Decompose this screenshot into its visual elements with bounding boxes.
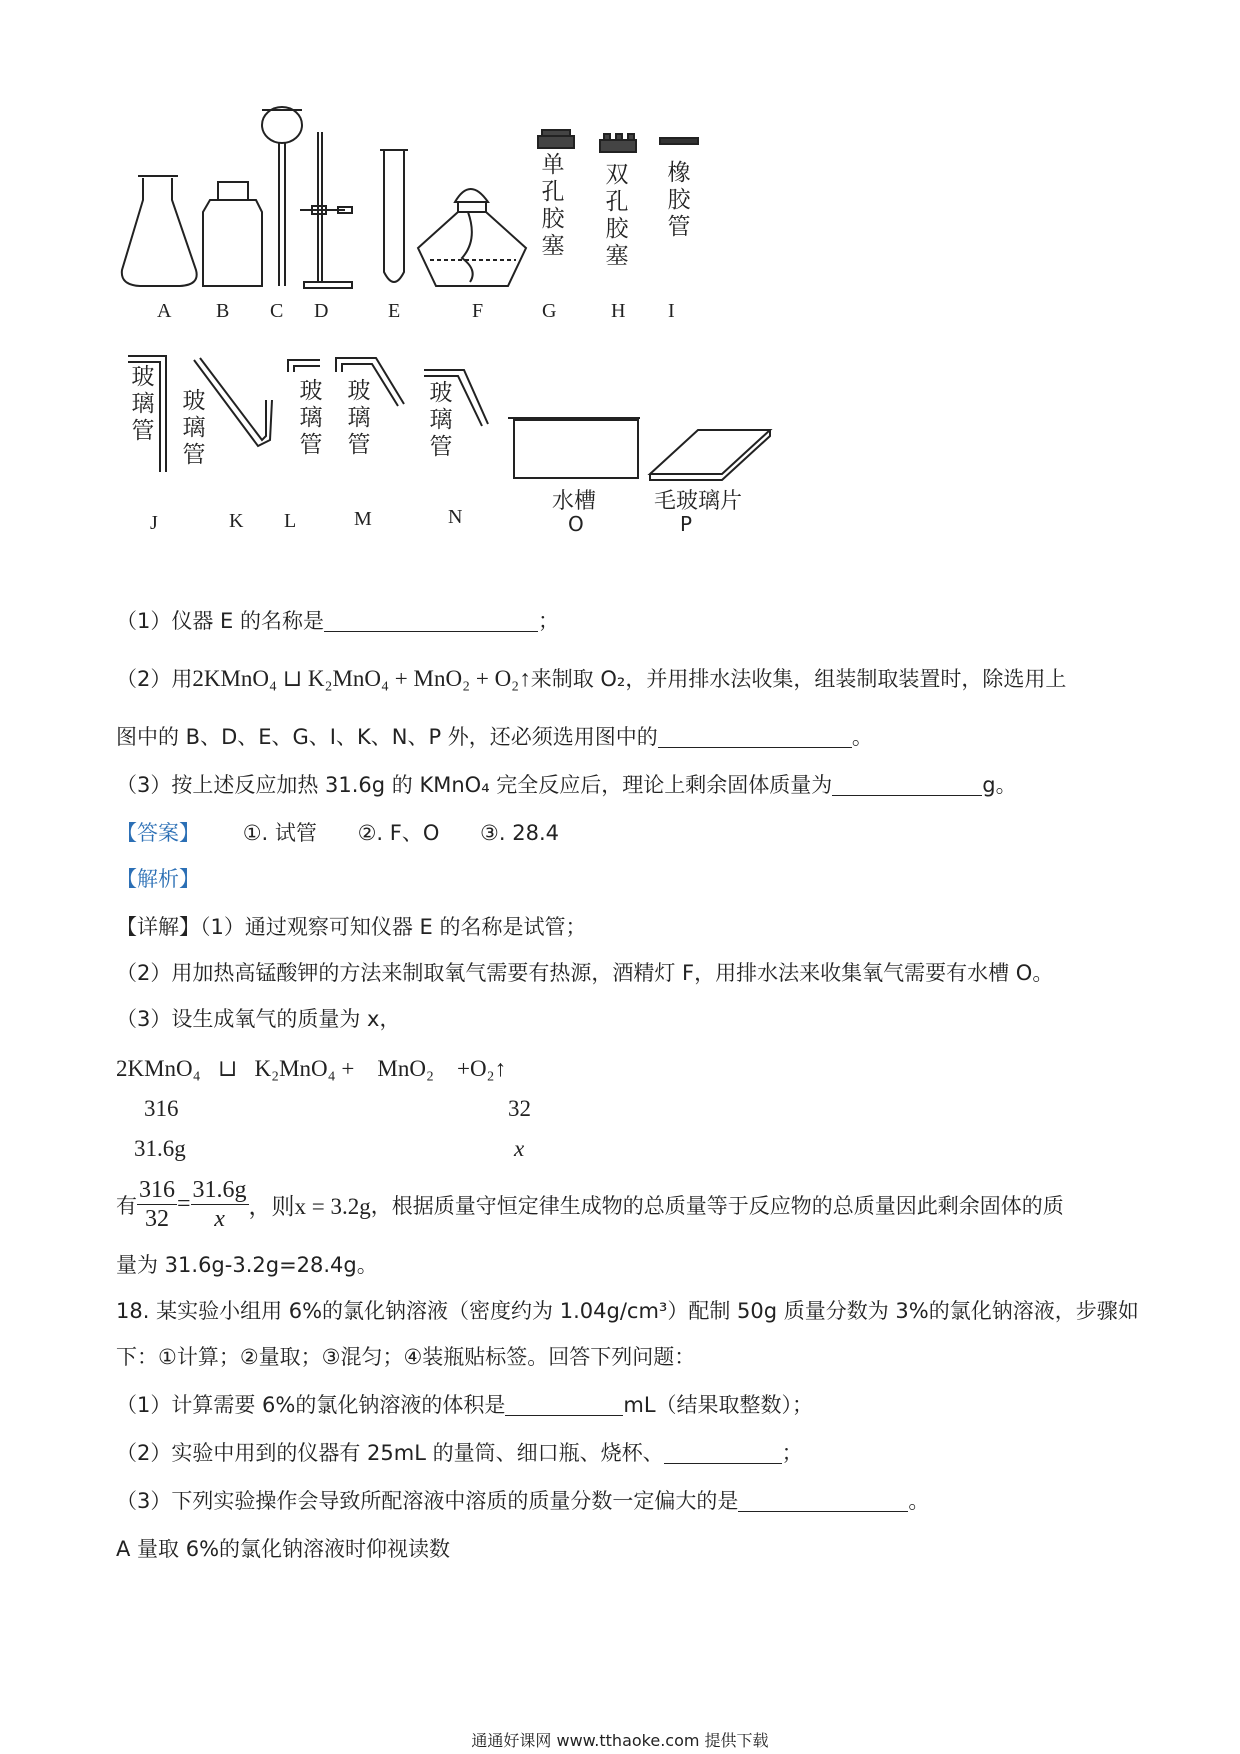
- q17-part3: （3）按上述反应加热 31.6g 的 KMnO₄ 完全反应后，理论上剩余固体质量为 g。: [116, 773, 1017, 797]
- equation-line: 2KMnO₄ ⊔ K₂MnO₄ + MnO₂ +O₂↑: [116, 1056, 507, 1081]
- bottle-B: [203, 182, 262, 286]
- label-E: E: [388, 300, 401, 322]
- alcohol-lamp-F: [418, 189, 526, 286]
- q18-option-a: A 量取 6%的氯化钠溶液时仰视读数: [116, 1537, 451, 1561]
- answer-tag: 【答案】: [116, 821, 200, 845]
- iron-stand-D: [300, 132, 352, 288]
- label-glass-tube-J: 玻 璃 管: [131, 364, 155, 444]
- blank-q17-1[interactable]: [324, 609, 538, 632]
- label-J: J: [150, 512, 158, 534]
- detail-1: 【详解】（1）通过观察可知仪器 E 的名称是试管；: [116, 915, 587, 939]
- label-O: O: [568, 512, 584, 536]
- molar-mass-kmno4: 316: [144, 1096, 179, 1121]
- mass-kmno4: 31.6g: [134, 1136, 186, 1161]
- label-M: M: [354, 508, 372, 530]
- label-rubber-tube: 橡 胶 管: [667, 160, 691, 240]
- label-L: L: [284, 510, 297, 532]
- q18-part1: （1）计算需要 6%的氯化钠溶液的体积是 mL（结果取整数）；: [116, 1393, 814, 1417]
- answer-line: 【答案】 ①. 试管 ②. F、O ③. 28.4: [116, 821, 559, 845]
- ratio-line: 有 $\frac{316}{32}$ = $\frac{31.6g}{x}$ ，则x = 3.2g ，根据质量守恒定律生成物的总质量等于反应物的总质量因此剩余固体的质: [116, 1177, 1064, 1232]
- water-trough-O: [508, 418, 640, 478]
- glass-plate-P: [650, 430, 770, 480]
- label-H: H: [611, 300, 626, 322]
- detail-3: （3）设生成氧气的质量为 x，: [116, 1007, 401, 1031]
- label-A: A: [157, 300, 172, 322]
- label-glass-plate: 毛玻璃片: [654, 489, 743, 514]
- label-glass-tube-L: 玻 璃 管: [299, 378, 323, 458]
- apparatus-figure: [0, 0, 1240, 560]
- label-K: K: [229, 510, 244, 532]
- label-B: B: [216, 300, 230, 322]
- test-tube-E: [380, 150, 408, 282]
- stopper-H: [600, 134, 636, 152]
- detail-2: （2）用加热高锰酸钾的方法来制取氧气需要有热源，酒精灯 F，用排水法来收集氧气需要有水槽 O。: [116, 961, 1054, 985]
- stopper-G: [538, 130, 574, 148]
- blank-q17-2[interactable]: [658, 725, 852, 748]
- label-double-hole-stopper: 双 孔 胶 塞: [605, 162, 629, 269]
- q18-intro-2: 下：①计算；②量取；③混匀；④装瓶贴标签。回答下列问题：: [116, 1345, 696, 1369]
- blank-q18-3[interactable]: [738, 1489, 908, 1512]
- label-C: C: [270, 300, 284, 322]
- label-I: I: [668, 300, 675, 322]
- reaction-equation: 2KMnO₄ ⊔ K₂MnO₄ + MnO₂ + O₂↑: [192, 666, 531, 691]
- q17-part1: （1）仪器 E 的名称是 ；: [116, 609, 559, 633]
- label-D: D: [314, 300, 329, 322]
- label-P: P: [680, 512, 693, 536]
- final-line: 量为 31.6g-3.2g=28.4g。: [116, 1253, 378, 1277]
- funnel-C: [262, 107, 302, 286]
- label-glass-tube-K: 玻 璃 管: [182, 388, 206, 468]
- q18-part3: （3）下列实验操作会导致所配溶液中溶质的质量分数一定偏大的是 。: [116, 1489, 930, 1513]
- q17-part2-line2: 图中的 B、D、E、G、I、K、N、P 外，还必须选用图中的 。: [116, 725, 873, 749]
- q18-intro-1: 18. 某实验小组用 6%的氯化钠溶液（密度约为 1.04g/cm³）配制 50g 质量分数为 3%的氯化钠溶液，步骤如: [116, 1299, 1139, 1323]
- label-G: G: [542, 300, 557, 322]
- molar-mass-o2: 32: [508, 1096, 531, 1121]
- q18-part2: （2）实验中用到的仪器有 25mL 的量筒、细口瓶、烧杯、 ；: [116, 1441, 803, 1465]
- label-glass-tube-M: 玻 璃 管: [347, 378, 371, 458]
- conical-flask-A: [122, 176, 197, 286]
- mass-x: x: [514, 1136, 525, 1161]
- rubber-tube-I: [660, 138, 698, 144]
- label-single-hole-stopper: 单 孔 胶 塞: [541, 152, 565, 259]
- blank-q17-3[interactable]: [832, 773, 982, 796]
- label-water-trough: 水槽: [552, 489, 597, 514]
- footer: 通通好课网 www.tthaoke.com 提供下载: [471, 1731, 769, 1750]
- analysis-tag: 【解析】: [116, 867, 200, 891]
- q17-part2: （2）用2KMnO₄ ⊔ K₂MnO₄ + MnO₂ + O₂↑来制取 O₂，并用排水法收集，组装制取装置时，除选用上: [116, 666, 1067, 691]
- blank-q18-1[interactable]: [505, 1393, 623, 1416]
- label-N: N: [448, 506, 463, 528]
- label-F: F: [472, 300, 484, 322]
- glass-tube-L: [288, 360, 320, 372]
- label-glass-tube-N: 玻 璃 管: [429, 380, 453, 460]
- blank-q18-2[interactable]: [664, 1441, 782, 1464]
